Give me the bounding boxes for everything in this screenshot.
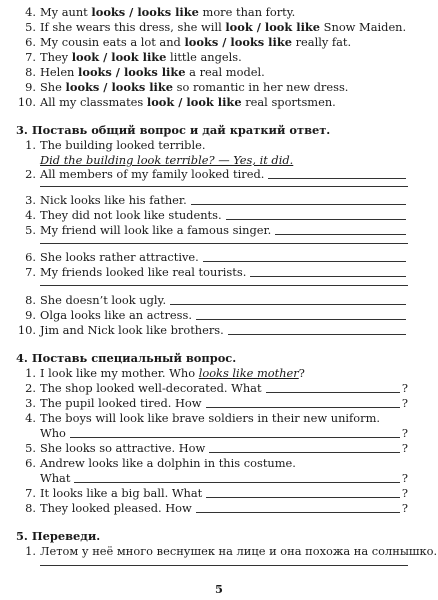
section4-item: 6. Andrew looks like a dolphin in this costume. bbox=[25, 456, 296, 470]
answer-line[interactable] bbox=[206, 406, 400, 408]
answer-line[interactable] bbox=[191, 203, 406, 205]
exercise2-item: 8. Helen looks / looks like a real model. bbox=[25, 65, 265, 79]
page-number: 5 bbox=[215, 582, 223, 596]
section4-item: 8. They looked pleased. How ? bbox=[25, 501, 408, 515]
section4-item: 3. The pupil looked tired. How ? bbox=[25, 396, 408, 410]
answer-line[interactable] bbox=[206, 496, 400, 498]
section4-item: 7. It looks like a big ball. What ? bbox=[25, 486, 408, 500]
answer-line[interactable] bbox=[40, 186, 408, 187]
answer-line[interactable] bbox=[266, 391, 400, 393]
section4-item-continuation: What ? bbox=[40, 471, 408, 485]
answer-line[interactable] bbox=[70, 436, 400, 438]
answer-line[interactable] bbox=[268, 177, 406, 179]
exercise2-item: 10. All my classmates look / look like real sportsmen. bbox=[17, 95, 336, 109]
section3-item: 8. She doesn’t look ugly. bbox=[16, 293, 408, 308]
section3-item: 6. She looks rather attractive. bbox=[16, 250, 408, 265]
exercise2-item: 6. My cousin eats a lot and looks / looks like really fat. bbox=[25, 35, 352, 49]
answer-line[interactable] bbox=[40, 243, 408, 244]
answer-line[interactable] bbox=[226, 218, 406, 220]
section3-example: 1. The building looked terrible. bbox=[25, 138, 206, 152]
section3-item: 10. Jim and Nick look like brothers. bbox=[16, 323, 408, 338]
section4-item: 4. The boys will look like brave soldiers in their new uniform. bbox=[25, 411, 381, 425]
answer-line[interactable] bbox=[74, 481, 399, 483]
answer-line[interactable] bbox=[203, 260, 406, 262]
section3-item: 2. All members of my family looked tired. bbox=[16, 167, 408, 182]
answer-line[interactable] bbox=[170, 303, 406, 305]
section5-item: 1. Летом у неё много веснушек на лице и она похожа на солнышко. bbox=[25, 544, 438, 558]
section4-item-continuation: Who ? bbox=[40, 426, 408, 440]
answer-line[interactable] bbox=[228, 333, 406, 335]
section3-item: 9. Olga looks like an actress. bbox=[16, 308, 408, 323]
section3-item: 5. My friend will look like a famous singer. bbox=[16, 223, 408, 238]
answer-line[interactable] bbox=[209, 451, 400, 453]
section3-item: 3. Nick looks like his father. bbox=[16, 193, 408, 208]
section4-example: 1. I look like my mother. Who looks like mother? bbox=[25, 366, 305, 380]
exercise2-item: 7. They look / look like little angels. bbox=[25, 50, 242, 64]
section4-item: 5. She looks so attractive. How ? bbox=[25, 441, 408, 455]
section5-heading: 5. Переведи. bbox=[16, 529, 101, 543]
section4-heading: 4. Поставь специальный вопрос. bbox=[16, 351, 237, 365]
answer-line[interactable] bbox=[40, 565, 408, 566]
exercise2-item: 4. My aunt looks / looks like more than forty. bbox=[25, 5, 296, 19]
section3-example-answer: Did the building look terrible? — Yes, it did. bbox=[40, 153, 294, 167]
answer-line[interactable] bbox=[275, 233, 406, 235]
answer-line[interactable] bbox=[40, 285, 408, 286]
exercise2-item: 5. If she wears this dress, she will look / look like Snow Maiden. bbox=[25, 20, 407, 34]
answer-line[interactable] bbox=[250, 275, 406, 277]
section3-item: 4. They did not look like students. bbox=[16, 208, 408, 223]
answer-line[interactable] bbox=[196, 511, 400, 513]
section4-item: 2. The shop looked well-decorated. What ? bbox=[25, 381, 408, 395]
section3-heading: 3. Поставь общий вопрос и дай краткий ответ. bbox=[16, 123, 331, 137]
section3-item: 7. My friends looked like real tourists. bbox=[16, 265, 408, 280]
answer-line[interactable] bbox=[196, 318, 406, 320]
exercise2-item: 9. She looks / looks like so romantic in her new dress. bbox=[25, 80, 349, 94]
